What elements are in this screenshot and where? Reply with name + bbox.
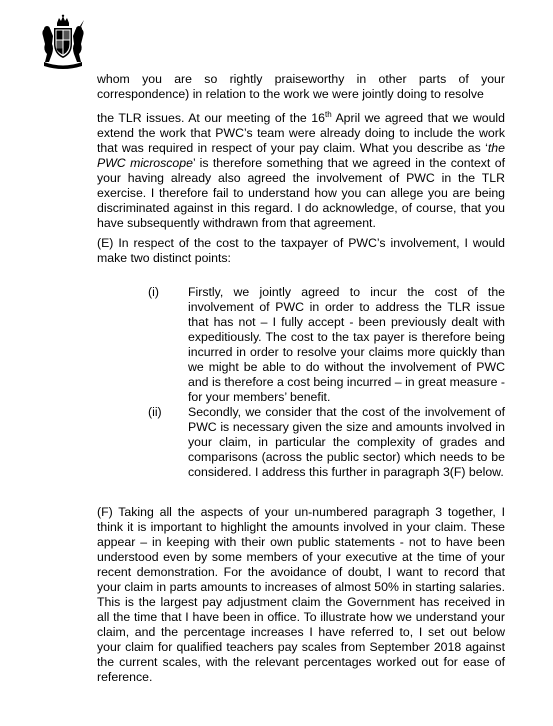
paragraph-tlr-issues <box>97 111 505 231</box>
list-item-number: (ii) <box>148 405 162 419</box>
quoted-phrase: the PWC microscope <box>97 141 505 170</box>
royal-coat-of-arms-icon <box>40 14 86 70</box>
paragraph-text: the TLR issues. At our meeting of the 16 <box>97 111 325 125</box>
paragraph-text: April we agreed that we would extend the work that PWC’s team were already doing to include the work that was required in respect of your pay claim. What you describe as ‘ <box>97 111 505 155</box>
paragraph-line: correspondence) in relation to the work we were jointly doing to resolve <box>97 87 484 101</box>
paragraph-claim-amounts: (F) Taking all the aspects of your un-numbered paragraph 3 together, I think it is important to highlight the amounts involved in your claim. These appear – in keeping with their own public statements - not to have been understood even by some members of your executive at the time of your recent demonstration. For the avoidance of doubt, I want to record that your claim in parts amounts to increases of almost 50% in starting salaries. This is the largest pay adjustment claim the Government has received in all the time that I have been in office. To illustrate how we understand your claim, and the percentage increases I have referred to, I set out below your claim for qualified teachers pay scales from September 2018 against the current scales, with the relevant percentages worked out for ease of reference. <box>97 505 505 684</box>
paragraph-cost-to-taxpayer: (E) In respect of the cost to the taxpayer of PWC’s involvement, I would make two distinct points: <box>97 236 505 265</box>
paragraph-line: whom you are so rightly praiseworthy in other parts of your <box>97 72 505 86</box>
paragraph-text: ’ is therefore something that we agreed in the context of your having already also agreed the involvement of PWC in the TLR exercise. I therefore fail to understand how you can allege you are being discriminated against in this regard. I do acknowledge, of course, that you have subsequently withdrawn from that agreement. <box>97 156 505 230</box>
list-item-number: (i) <box>148 285 159 299</box>
list-item: Firstly, we jointly agreed to incur the cost of the involvement of PWC in order to address the TLR issue that has not – I fully accept - been previously dealt with expeditiously. The cost to the tax payer is therefore being incurred in order to resolve your claims more quickly than we might be able to do without the involvement of PWC and is therefore a cost being incurred – in great measure - for your members’ benefit. <box>188 285 505 404</box>
superscript: th <box>324 109 332 119</box>
list-item: Secondly, we consider that the cost of the involvement of PWC is necessary given the size and amounts involved in your claim, in particular the complexity of grades and comparisons (across the public sector) which needs to be considered. I address this further in paragraph 3(F) below. <box>188 405 505 479</box>
